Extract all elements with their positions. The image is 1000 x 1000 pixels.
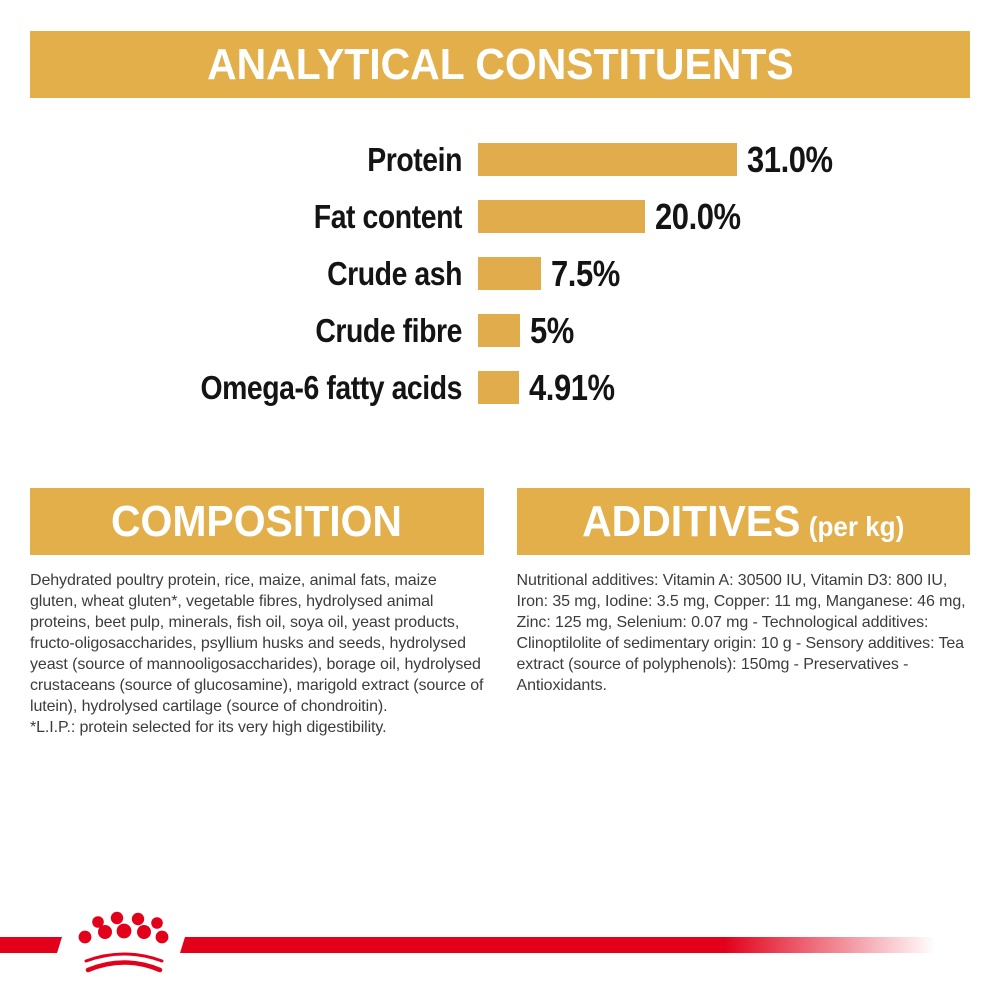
- chart-bar: [478, 371, 519, 404]
- analytical-constituents-banner: [30, 31, 970, 98]
- chart-value-label: 7.5%: [551, 252, 620, 294]
- composition-text: [30, 570, 484, 738]
- chart-bar: [478, 143, 737, 176]
- section-title-additives: ADDITIVES (per kg): [582, 496, 905, 546]
- red-stripe-left: [0, 937, 62, 953]
- chart-category-label: Omega-6 fatty acids: [200, 368, 462, 406]
- chart-category-label: Crude ash: [327, 254, 462, 292]
- chart-category-label: Fat content: [313, 197, 462, 235]
- composition-lip-note: *L.I.P.: protein selected for its very high digestibility.: [30, 719, 387, 736]
- red-stripe-right: [180, 937, 935, 953]
- additives-text: [517, 570, 971, 696]
- chart-category-label: Protein: [367, 140, 462, 178]
- chart-bar: [478, 314, 520, 347]
- royal-canin-crown-logo: [60, 905, 190, 990]
- chart-bar: [478, 257, 541, 290]
- chart-bar: [478, 200, 645, 233]
- analytical-chart: [0, 138, 1000, 428]
- composition-section: [30, 488, 484, 738]
- composition-ingredients: Dehydrated poultry protein, rice, maize, animal fats, maize gluten, wheat gluten*, vegetable fibres, hydrolysed animal proteins, beet pulp, minerals, fish oil, soya oil, yeast products, fructo-oligosaccharides, psyllium husks and seeds, hydrolysed yeast (source of mannooligosaccharides), borage oil, hydrolysed crustaceans (source of glucosamine), marigold extract (source of lutein), hydrolysed cartilage (source of chondroitin).: [30, 572, 484, 715]
- composition-banner: [30, 488, 484, 555]
- additives-list: Nutritional additives: Vitamin A: 30500 IU, Vitamin D3: 800 IU, Iron: 35 mg, Iodine: 3.5 mg, Copper: 11 mg, Manganese: 46 mg, Zinc: 125 mg, Selenium: 0.07 mg - Technological additives: Clinoptilolite of sedimentary origin: 10 g - Sensory additives: Tea extract (source of polyphenols): 150mg - Preservatives - Antioxidants.: [516, 572, 966, 694]
- chart-row: [0, 138, 1000, 180]
- info-columns: [30, 488, 970, 738]
- chart-row: [0, 309, 1000, 351]
- chart-value-label: 31.0%: [747, 138, 833, 180]
- chart-value-label: 4.91%: [529, 366, 615, 408]
- chart-row: [0, 252, 1000, 294]
- chart-value-label: 5%: [530, 309, 574, 351]
- chart-category-label: Crude fibre: [315, 311, 462, 349]
- chart-row: [0, 195, 1000, 237]
- section-title-composition: COMPOSITION: [111, 496, 403, 546]
- section-title-analytical: ANALYTICAL CONSTITUENTS: [206, 39, 794, 89]
- chart-value-label: 20.0%: [655, 195, 741, 237]
- additives-per-kg-suffix: (per kg): [808, 510, 905, 542]
- chart-row: [0, 366, 1000, 408]
- additives-section: [517, 488, 971, 738]
- additives-banner: [517, 488, 971, 555]
